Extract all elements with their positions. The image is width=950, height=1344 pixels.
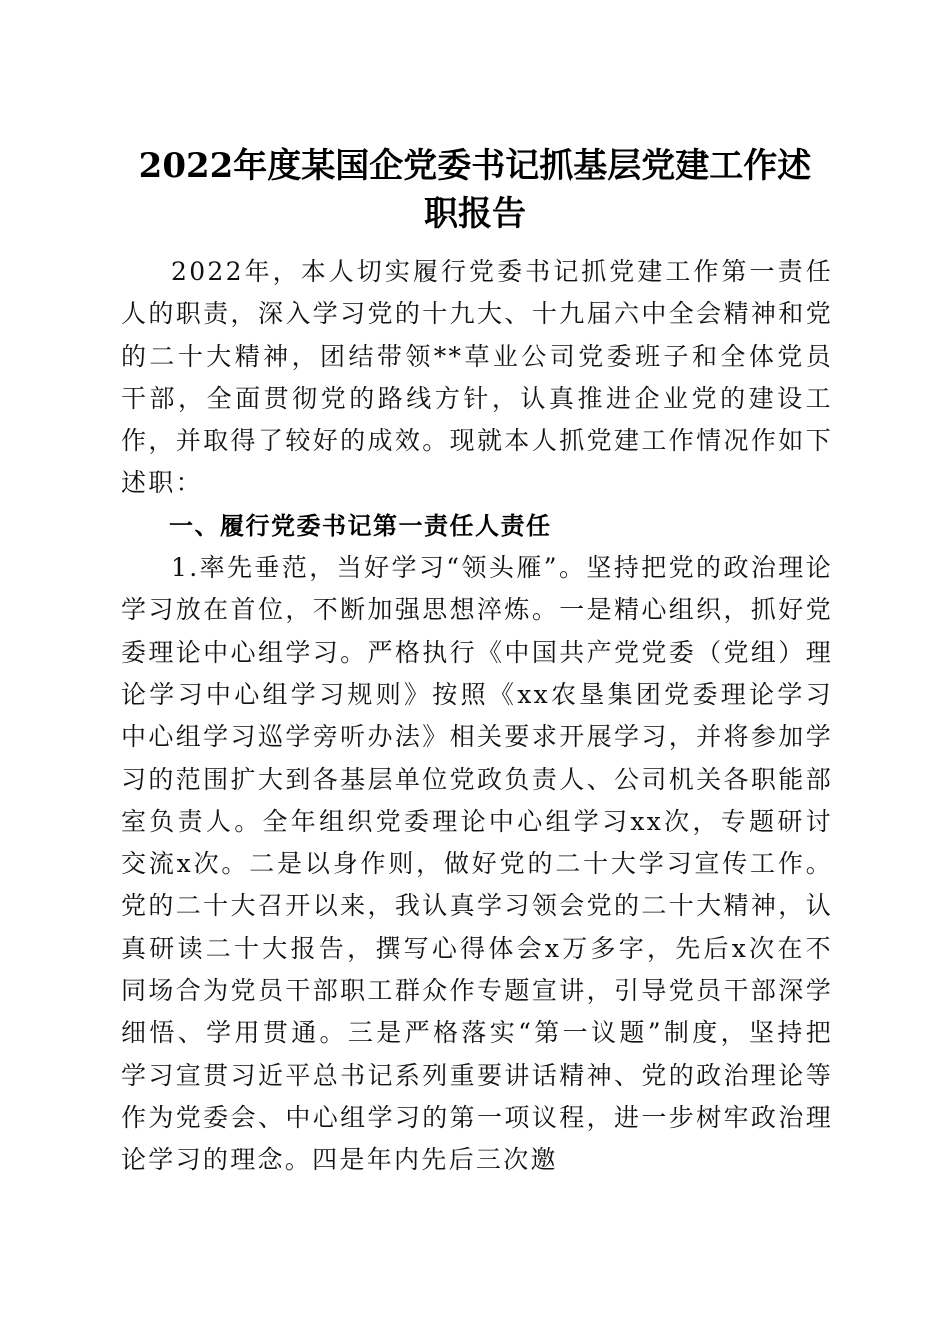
intro-paragraph: 2022年，本人切实履行党委书记抓党建工作第一责任人的职责，深入学习党的十九大、十九届六中全会精神和党的二十大精神，团结带领**草业公司党委班子和全体党员干部，全面贯彻党的路线方针，认真推进企业党的建设工作，并取得了较好的成效。现就本人抓党建工作情况作如下述职： bbox=[121, 257, 833, 498]
item-1-paragraph: 1.率先垂范，当好学习“领头雁”。坚持把党的政治理论学习放在首位，不断加强思想淬炼。一是精心组织，抓好党委理论中心组学习。严格执行《中国共产党党委（党组）理论学习中心组学习规则》按照《xx农垦集团党委理论学习中心组学习巡学旁听办法》相关要求开展学习，并将参加学习的范围扩大到各基层单位党政负责人、公司机关各职能部室负责人。全年组织党委理论中心组学习xx次，专题研讨交流x次。二是以身作则，做好党的二十大学习宣传工作。党的二十大召开以来，我认真学习领会党的二十大精神，认真研读二十大报告，撰写心得体会x万多字，先后x次在不同场合为党员干部职工群众作专题宣讲，引导党员干部深学细悟、学用贯通。三是严格落实“第一议题”制度，坚持把学习宣贯习近平总书记系列重要讲话精神、党的政治理论等作为党委会、中心组学习的第一项议程，进一步树牢政治理论学习的理念。四是年内先后三次邀 bbox=[121, 553, 833, 1175]
title-line-2: 职报告 bbox=[424, 194, 526, 234]
section-heading-1: 一、履行党委书记第一责任人责任 bbox=[169, 511, 552, 540]
document-body bbox=[121, 251, 833, 1182]
document-title bbox=[120, 142, 830, 238]
title-line-1: 2022年度某国企党委书记抓基层党建工作述 bbox=[138, 146, 812, 186]
